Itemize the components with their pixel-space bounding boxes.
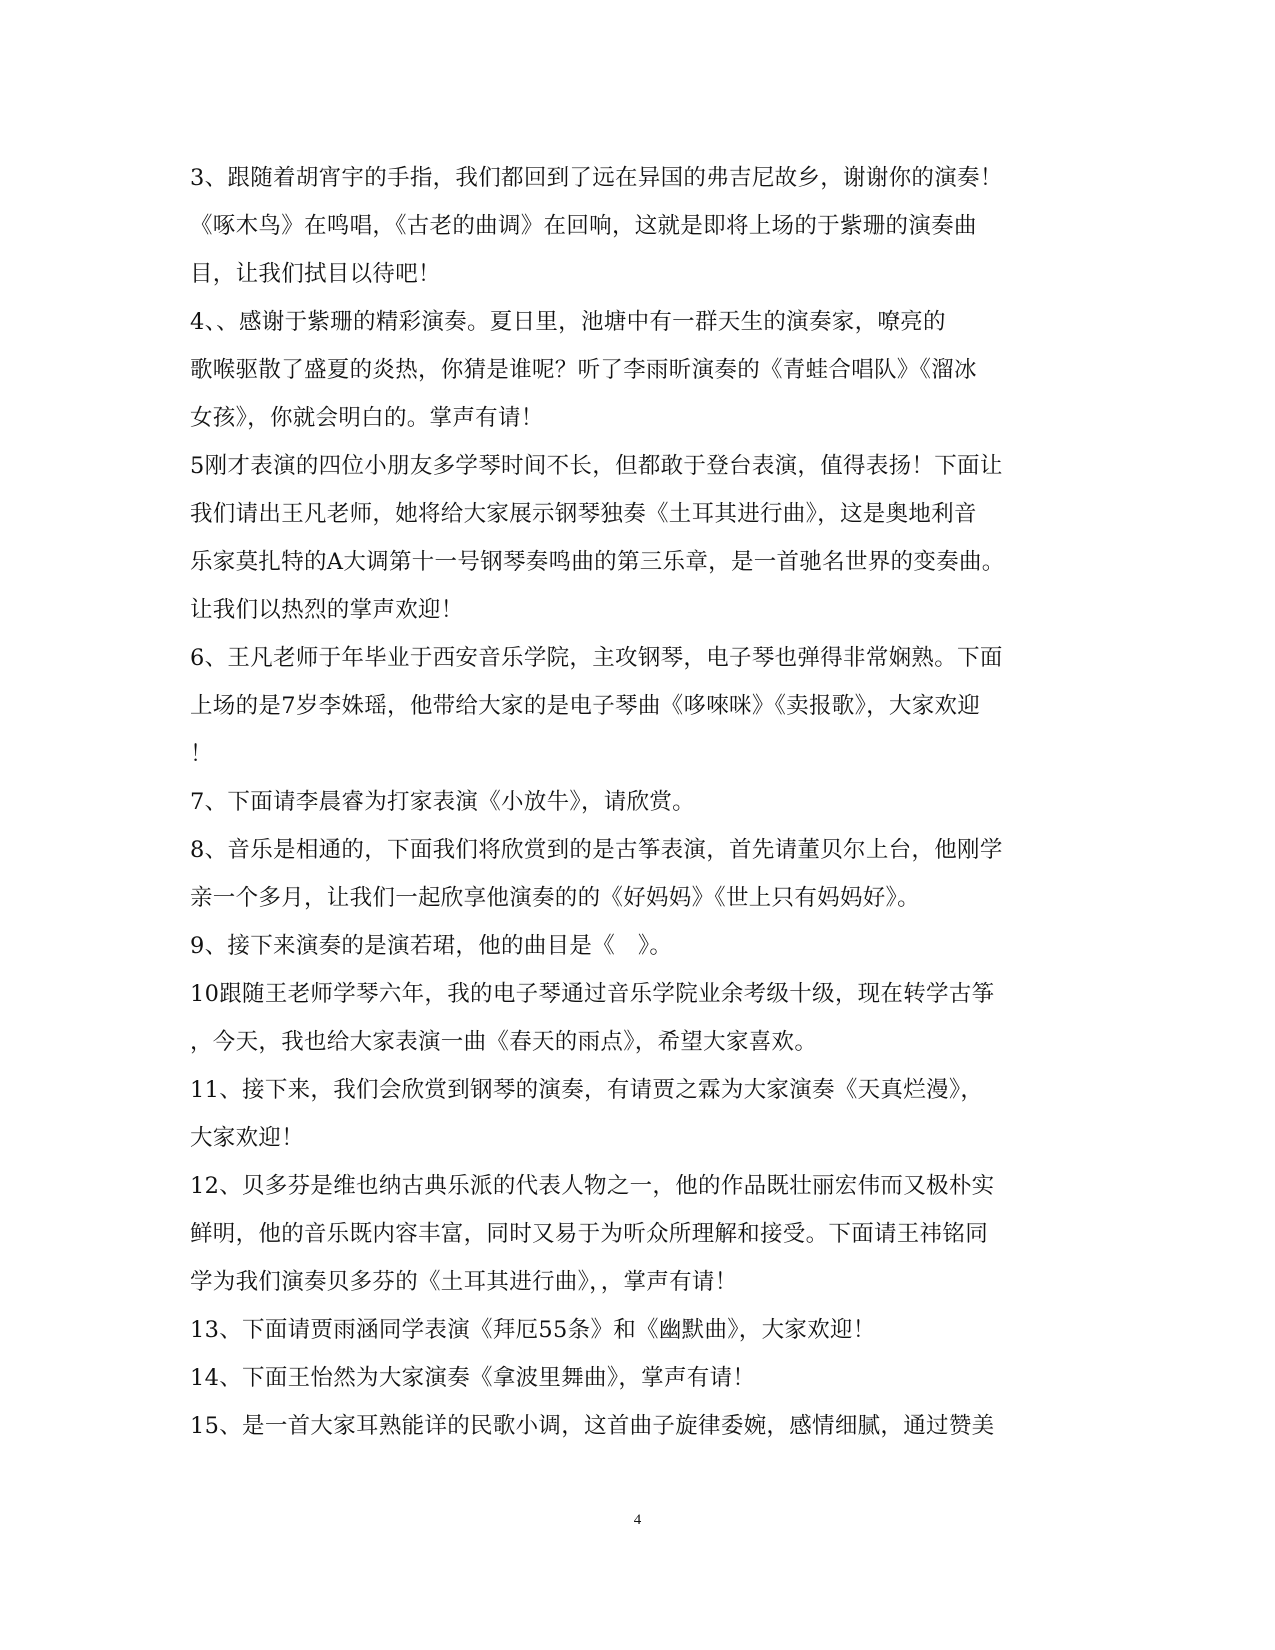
text-line: 让我们以热烈的掌声欢迎！ (190, 597, 464, 623)
text-line: 目，让我们拭目以待吧！ (190, 261, 441, 287)
page-number: 4 (633, 1512, 642, 1528)
text-line: ！ (190, 741, 213, 767)
text-line: 乐家莫扎特的A大调第十一号钢琴奏鸣曲的第三乐章，是一首驰名世界的变奏曲。 (190, 549, 1005, 575)
text-line: 5刚才表演的四位小朋友多学琴时间不长，但都敢于登台表演，值得表扬！下面让 (190, 453, 1003, 479)
text-line: 鲜明，他的音乐既内容丰富，同时又易于为听众所理解和接受。下面请王祎铭同 (190, 1221, 989, 1247)
text-line: 12、贝多芬是维也纳古典乐派的代表人物之一，他的作品既壮丽宏伟而又极朴实 (190, 1173, 995, 1199)
body-text (190, 154, 1070, 1450)
text-line: 10跟随王老师学琴六年，我的电子琴通过音乐学院业余考级十级，现在转学古筝 (190, 981, 995, 1007)
text-line: 8、音乐是相通的，下面我们将欣赏到的是古筝表演，首先请董贝尔上台，他刚学 (190, 837, 1003, 863)
text-line: 学为我们演奏贝多芬的《土耳其进行曲》，，掌声有请！ (190, 1269, 738, 1295)
text-line: 《啄木鸟》在鸣唱，《古老的曲调》在回响，这就是即将上场的于紫珊的演奏曲 (190, 213, 977, 239)
text-line: 大家欢迎！ (190, 1125, 305, 1151)
text-line: 亲一个多月，让我们一起欣享他演奏的的《好妈妈》《世上只有妈妈好》。 (190, 885, 920, 911)
text-line: 我们请出王凡老师，她将给大家展示钢琴独奏《土耳其进行曲》，这是奥地利音 (190, 501, 977, 527)
text-line: 女孩》，你就会明白的。掌声有请！ (190, 405, 544, 431)
text-line: 15、是一首大家耳熟能详的民歌小调，这首曲子旋律委婉，感情细腻，通过赞美 (190, 1413, 995, 1439)
text-line: ，今天，我也给大家表演一曲《春天的雨点》，希望大家喜欢。 (190, 1029, 818, 1055)
text-line: 歌喉驱散了盛夏的炎热，你猜是谁呢？听了李雨昕演奏的《青蛙合唱队》《溜冰 (190, 357, 977, 383)
text-line: 14、下面王怡然为大家演奏《拿波里舞曲》，掌声有请！ (190, 1365, 756, 1391)
text-line: 上场的是7岁李姝瑶，他带给大家的是电子琴曲《哆唻咪》《卖报歌》，大家欢迎 (190, 693, 981, 719)
text-line: 9、接下来演奏的是演若珺，他的曲目是《 》。 (190, 933, 673, 959)
text-line: 11、接下来，我们会欣赏到钢琴的演奏，有请贾之霖为大家演奏《天真烂漫》， (190, 1077, 984, 1103)
text-line: 3、跟随着胡宵宇的手指，我们都回到了远在异国的弗吉尼故乡，谢谢你的演奏！ (190, 165, 1003, 191)
text-line: 4、、感谢于紫珊的精彩演奏。夏日里，池塘中有一群天生的演奏家，嘹亮的 (190, 309, 946, 335)
text-line: 6、王凡老师于年毕业于西安音乐学院，主攻钢琴，电子琴也弹得非常娴熟。下面 (190, 645, 1003, 671)
text-line: 13、下面请贾雨涵同学表演《拜厄55条》和《幽默曲》，大家欢迎！ (190, 1317, 876, 1343)
text-line: 7、下面请李晨睿为打家表演《小放牛》，请欣赏。 (190, 789, 695, 815)
